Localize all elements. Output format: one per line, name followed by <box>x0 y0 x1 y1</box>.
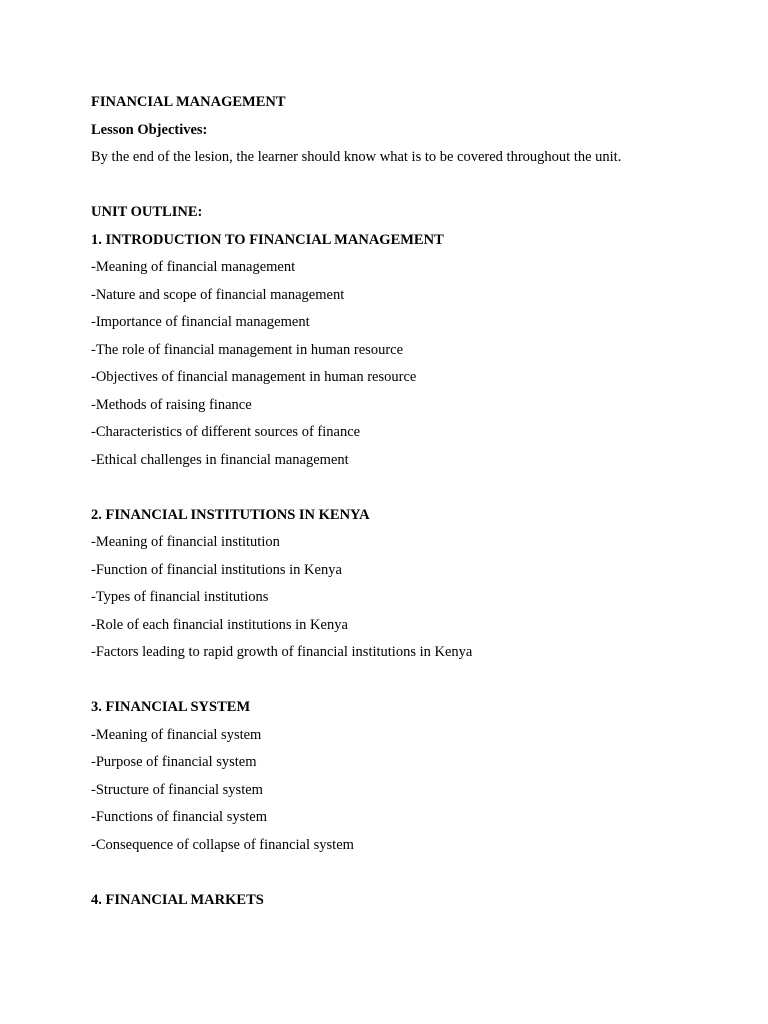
list-item: -Role of each financial institutions in Kenya <box>91 616 348 633</box>
spacer <box>91 174 731 202</box>
list-item: -Meaning of financial system <box>91 726 262 743</box>
spacer <box>91 476 731 504</box>
list-item: -Meaning of financial institution <box>91 534 280 550</box>
list-item: -Types of financial institutions <box>91 589 269 605</box>
list-item: -Structure of financial system <box>91 781 263 798</box>
list-item: -Purpose of financial system <box>91 754 257 770</box>
list-item: -Functions of financial system <box>91 809 267 825</box>
section-heading: 1. INTRODUCTION TO FINANCIAL MANAGEMENT <box>91 231 444 248</box>
list-item: -Objectives of financial management in human resource <box>91 369 417 385</box>
list-item: -Methods of raising finance <box>91 396 252 413</box>
list-item: -Nature and scope of financial management <box>91 286 345 303</box>
objectives-heading: Lesson Objectives: <box>91 121 208 138</box>
list-item: -The role of financial management in human resource <box>91 341 404 358</box>
section-heading: 4. FINANCIAL MARKETS <box>91 891 264 908</box>
section-heading: 2. FINANCIAL INSTITUTIONS IN KENYA <box>91 506 370 523</box>
section-heading: 3. FINANCIAL SYSTEM <box>91 699 251 715</box>
spacer <box>91 669 731 697</box>
outline-heading: UNIT OUTLINE: <box>91 204 203 220</box>
spacer <box>91 861 731 889</box>
list-item: -Meaning of financial management <box>91 259 296 275</box>
objectives-text: By the end of the lesion, the learner should know what is to be covered throughout the unit. <box>91 149 622 165</box>
list-item: -Characteristics of different sources of finance <box>91 424 361 440</box>
list-item: -Importance of financial management <box>91 314 310 330</box>
list-item: -Function of financial institutions in Kenya <box>91 561 342 578</box>
list-item: -Ethical challenges in financial management <box>91 451 349 468</box>
list-item: -Factors leading to rapid growth of financial institutions in Kenya <box>91 644 473 660</box>
list-item: -Consequence of collapse of financial system <box>91 836 354 853</box>
document-title: FINANCIAL MANAGEMENT <box>91 94 286 110</box>
document-page <box>91 91 731 916</box>
